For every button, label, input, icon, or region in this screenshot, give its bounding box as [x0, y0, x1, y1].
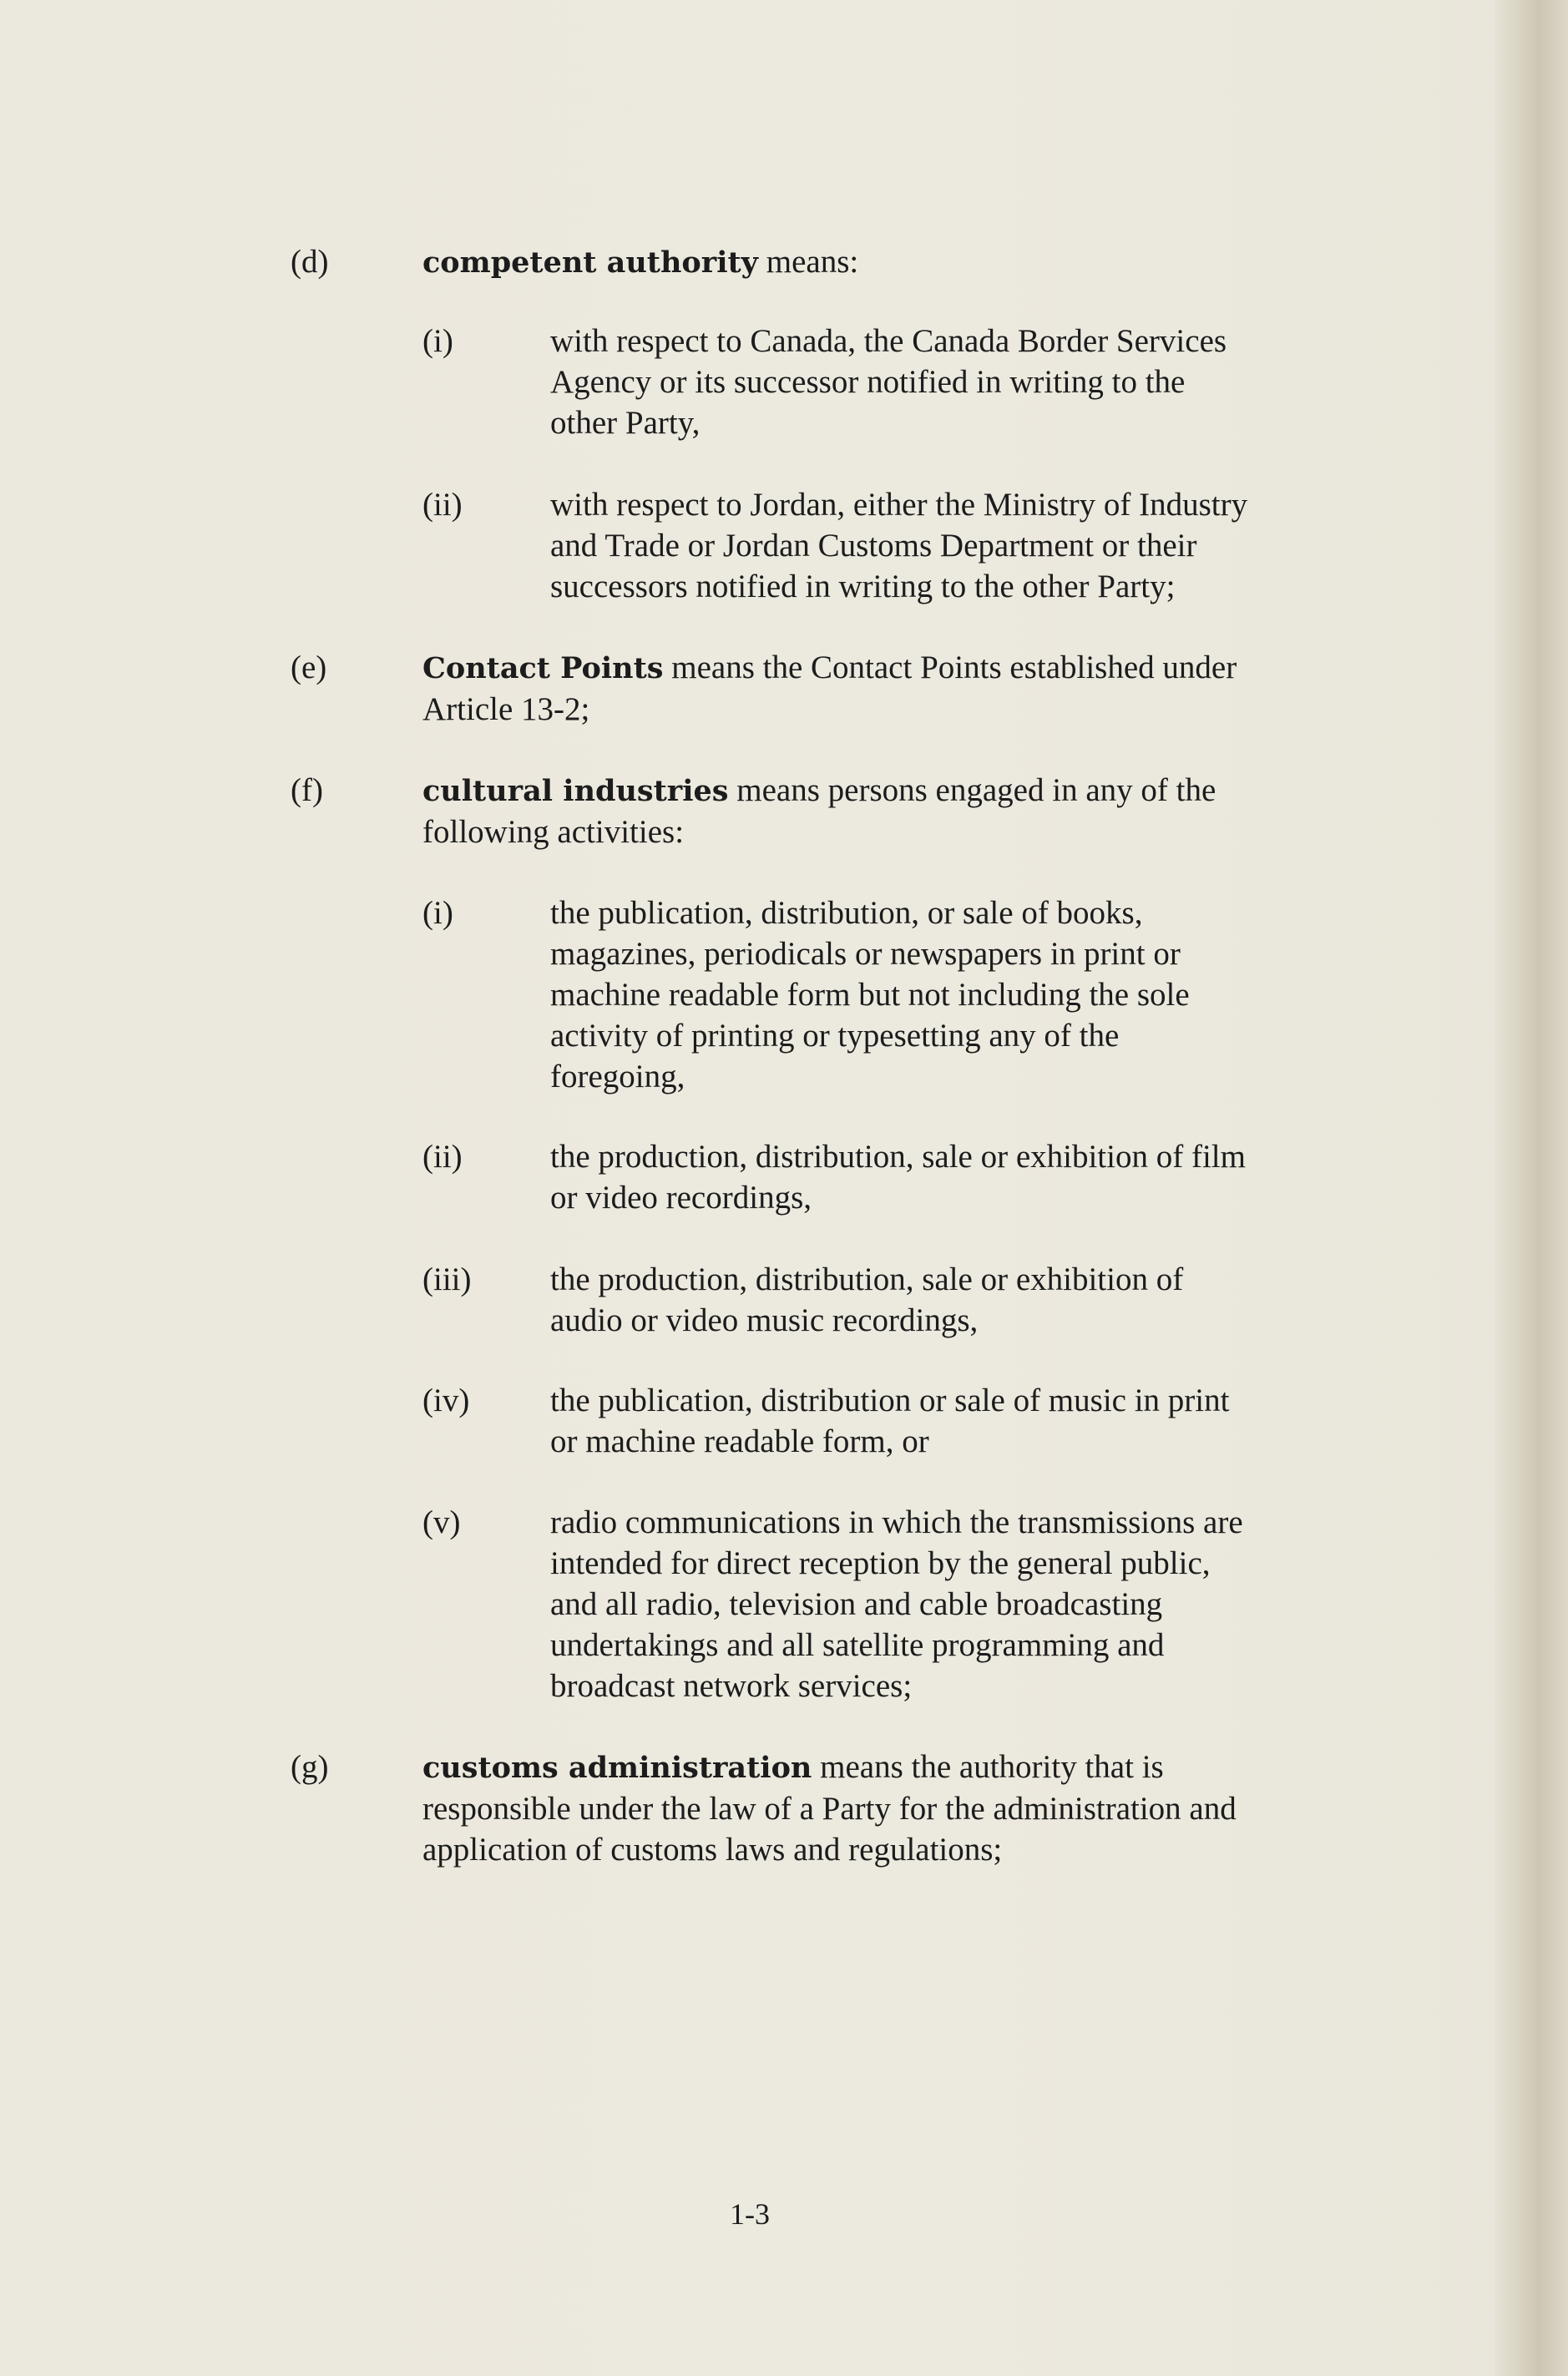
definition-e-line-1 — [422, 647, 1466, 689]
subitem-f-v-line-3: and all radio, television and cable broadcasting — [550, 1586, 1163, 1622]
subitem-f-iii-line-1: the production, distribution, sale or exhibition of — [550, 1261, 1184, 1297]
subitem-f-ii-line-2: or video recordings, — [550, 1180, 812, 1216]
page-binding-edge — [1495, 0, 1568, 2376]
subitem-d-i — [550, 321, 1469, 443]
subitem-marker-f-ii: (ii) — [422, 1139, 463, 1175]
definition-marker-e: (e) — [291, 650, 327, 685]
definition-marker-f: (f) — [291, 772, 323, 808]
definition-g-line-2: responsible under the law of a Party for the administration and — [422, 1791, 1237, 1827]
subitem-f-iii — [550, 1259, 1469, 1341]
subitem-f-i-line-1: the publication, distribution, or sale of books, — [550, 895, 1143, 931]
subitem-f-v — [550, 1502, 1469, 1706]
subitem-f-i-line-5: foregoing, — [550, 1059, 685, 1094]
definition-g-line-3: application of customs laws and regulations; — [422, 1832, 1003, 1868]
subitem-marker-d-i: (i) — [422, 323, 453, 359]
subitem-f-i-line-4: activity of printing or typesetting any of the — [550, 1018, 1120, 1054]
subitem-d-i-line-2: Agency or its successor notified in writing to the — [550, 364, 1186, 400]
definition-f — [422, 770, 1466, 852]
subitem-marker-f-v: (v) — [422, 1504, 461, 1540]
subitem-d-ii-line-1: with respect to Jordan, either the Ministry of Industry — [550, 487, 1248, 523]
subitem-f-iv-line-1: the publication, distribution or sale of music in print — [550, 1383, 1230, 1418]
definition-f-line-1 — [422, 770, 1466, 811]
subitem-d-ii — [550, 484, 1469, 607]
subitem-marker-f-iii: (iii) — [422, 1261, 472, 1297]
subitem-f-v-line-1: radio communications in which the transmissions are — [550, 1504, 1243, 1540]
definition-g — [422, 1747, 1483, 1870]
subitem-marker-d-ii: (ii) — [422, 487, 463, 523]
subitem-f-iv — [550, 1380, 1469, 1462]
subitem-f-v-line-2: intended for direct reception by the general public, — [550, 1545, 1211, 1581]
subitem-d-i-line-1: with respect to Canada, the Canada Border Services — [550, 323, 1227, 359]
subitem-f-ii-line-1: the production, distribution, sale or exhibition of film — [550, 1139, 1246, 1175]
subitem-d-ii-line-2: and Trade or Jordan Customs Department or their — [550, 528, 1197, 564]
subitem-f-i-line-3: machine readable form but not including the sole — [550, 977, 1190, 1013]
definition-marker-g: (g) — [291, 1749, 329, 1785]
subitem-f-i-line-2: magazines, periodicals or newspapers in print or — [550, 936, 1181, 972]
definition-e-text: means the Contact Points established under — [663, 650, 1237, 685]
definition-g-text: means the authority that is — [812, 1749, 1164, 1785]
subitem-f-iii-line-2: audio or video music recordings, — [550, 1302, 979, 1338]
subitem-d-ii-line-3: successors notified in writing to the other Party; — [550, 569, 1176, 604]
subitem-f-ii — [550, 1136, 1469, 1218]
page-number — [0, 2196, 1495, 2232]
definition-e-line-2: Article 13-2; — [422, 691, 590, 727]
definition-d-text: means: — [758, 244, 859, 280]
defined-term-cultural-industries: cultural industries — [422, 774, 729, 808]
subitem-d-i-line-3: other Party, — [550, 405, 701, 441]
definition-f-line-2: following activities: — [422, 814, 685, 850]
subitem-marker-f-i: (i) — [422, 895, 453, 931]
subitem-marker-f-iv: (iv) — [422, 1383, 470, 1418]
defined-term-contact-points: Contact Points — [422, 651, 664, 685]
definition-d — [422, 241, 858, 283]
definition-g-line-1 — [422, 1747, 1483, 1788]
defined-term-customs-administration: customs administration — [422, 1751, 812, 1785]
page-number-text: 1-3 — [730, 2197, 770, 2231]
definition-marker-d: (d) — [291, 244, 329, 280]
definition-f-text: means persons engaged in any of the — [728, 772, 1216, 808]
subitem-f-i — [550, 892, 1469, 1097]
subitem-f-v-line-4: undertakings and all satellite programming and — [550, 1627, 1165, 1663]
subitem-f-v-line-5: broadcast network services; — [550, 1668, 913, 1704]
definition-e — [422, 647, 1466, 730]
defined-term-competent-authority: competent authority — [422, 245, 758, 280]
subitem-f-iv-line-2: or machine readable form, or — [550, 1423, 929, 1459]
